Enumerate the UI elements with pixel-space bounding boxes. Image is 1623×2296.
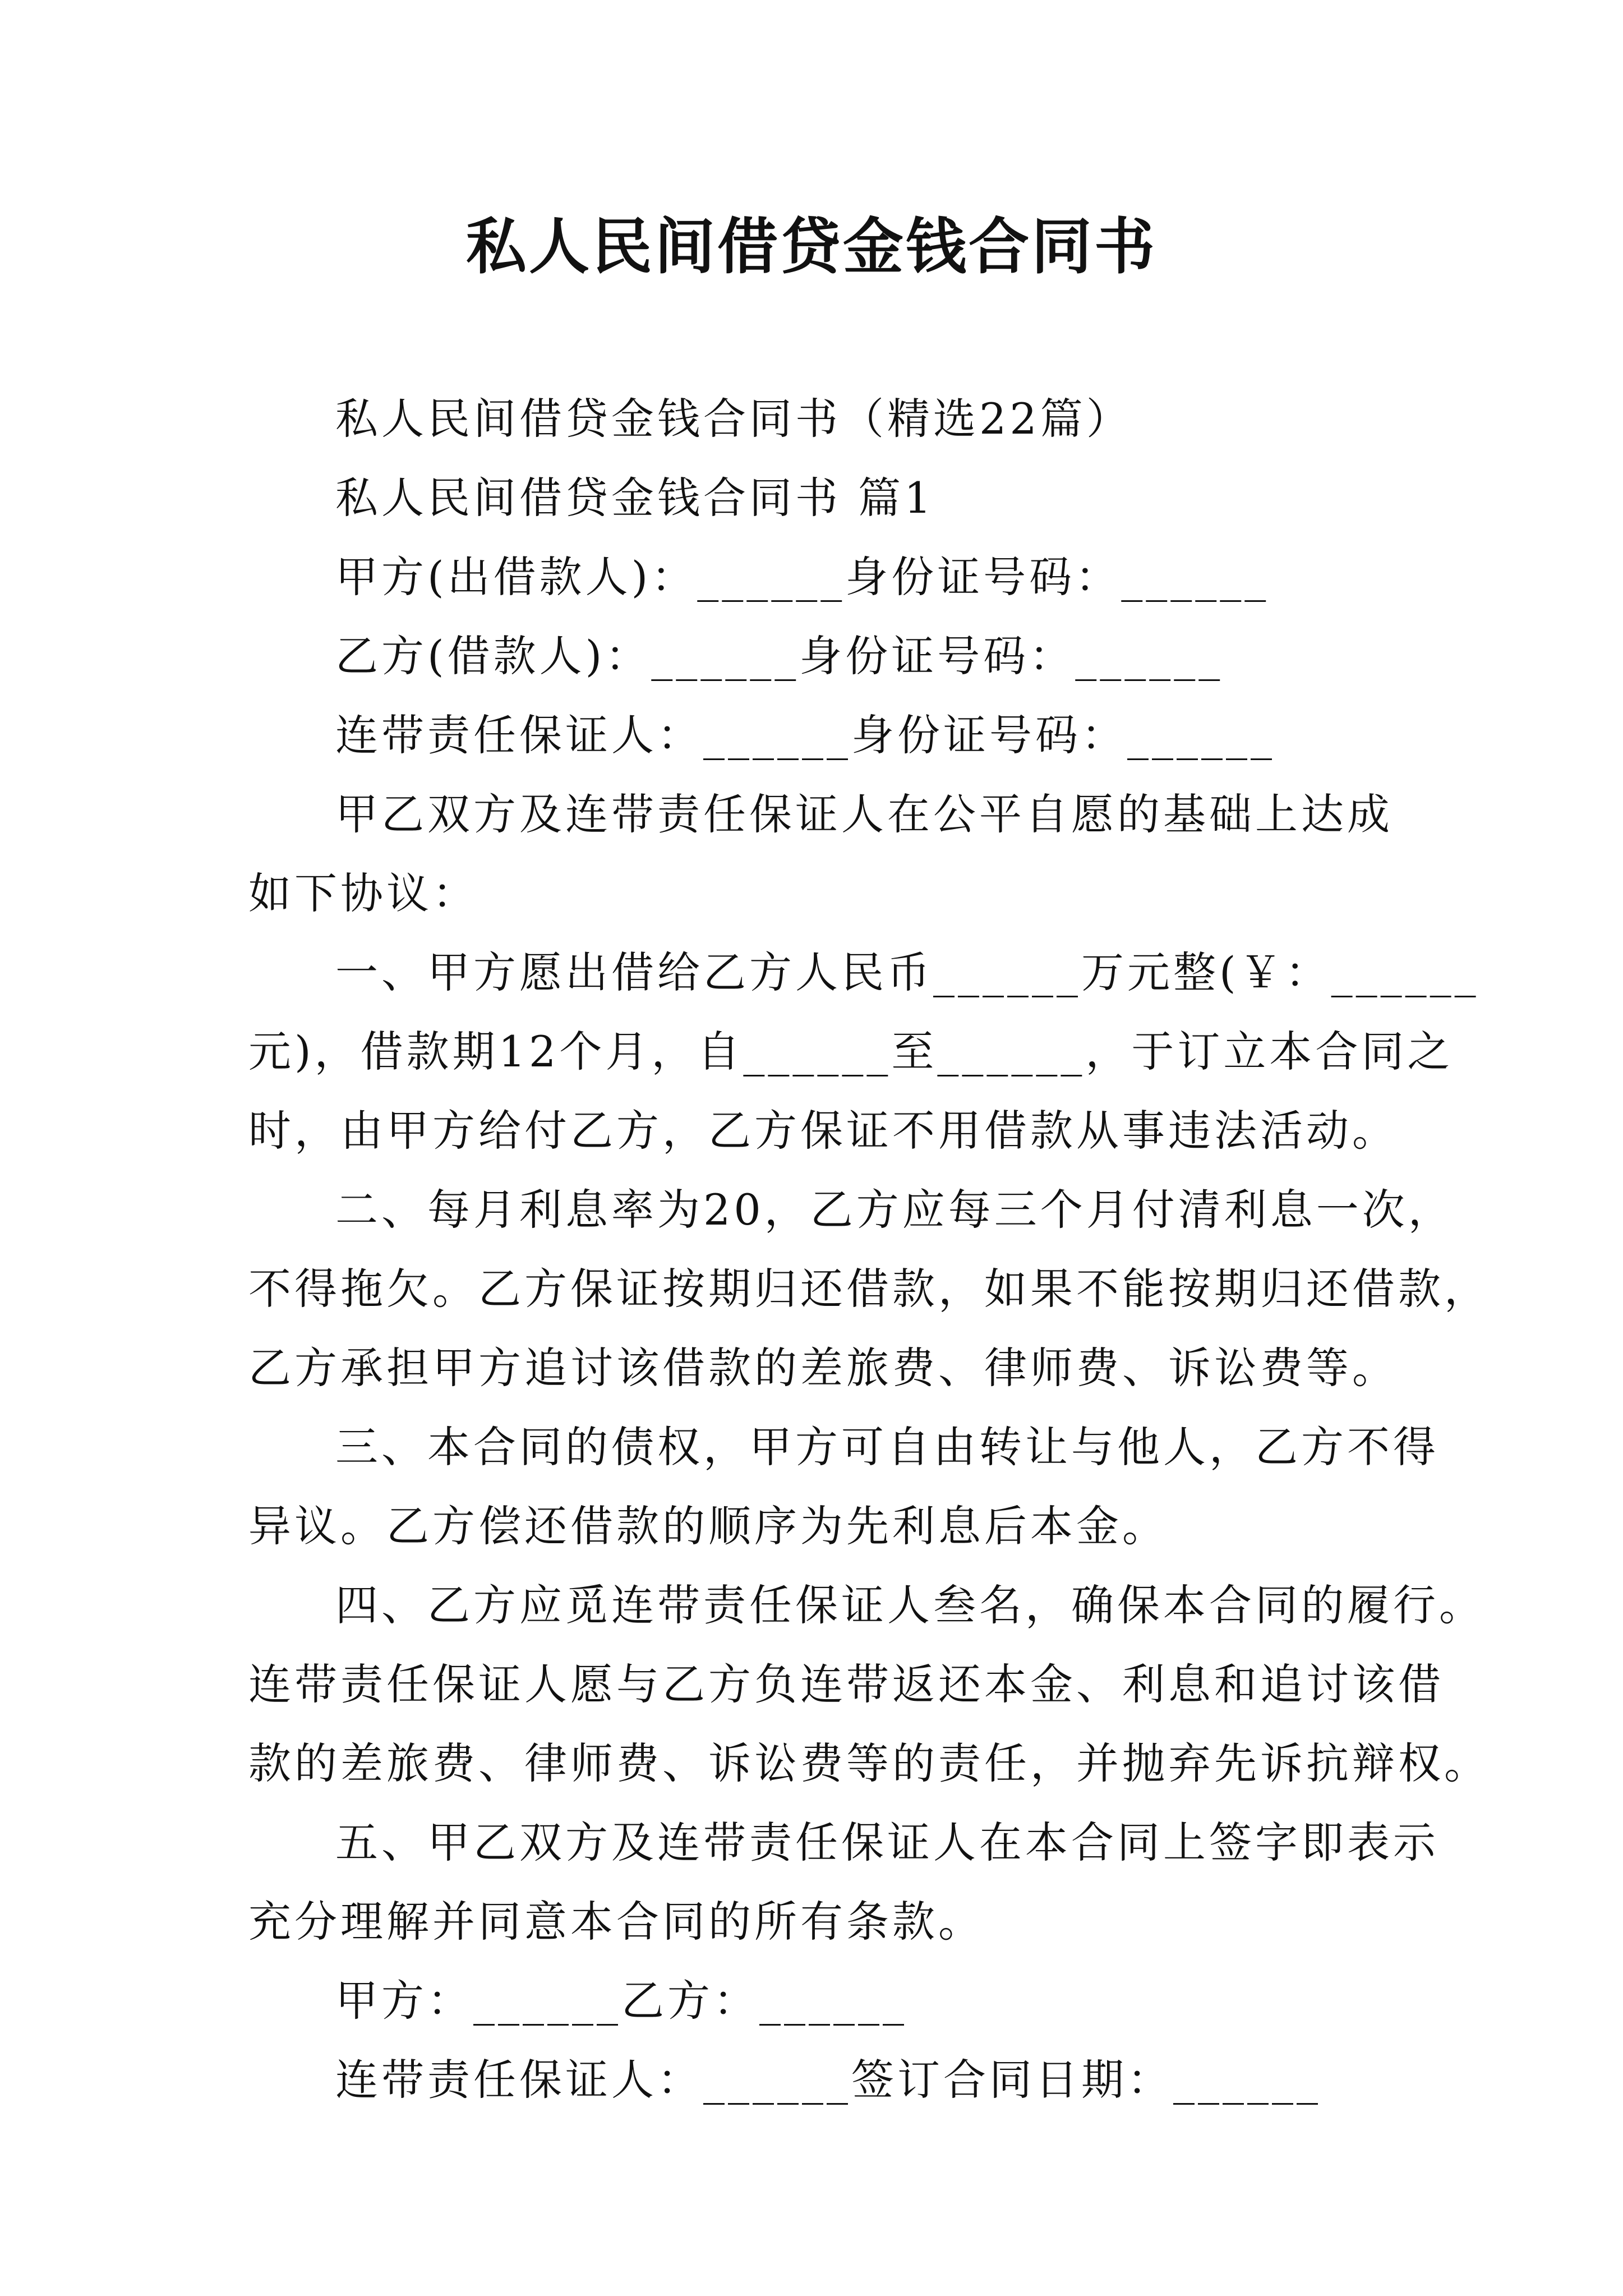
- document-line: 三、本合同的债权，甲方可自由转让与他人，乙方不得: [335, 1422, 1439, 1472]
- document-line: 甲乙双方及连带责任保证人在公平自愿的基础上达成: [335, 789, 1393, 839]
- document-line: 甲方：______乙方：______: [335, 1976, 907, 2026]
- document-line: 五、甲乙双方及连带责任保证人在本合同上签字即表示: [335, 1818, 1439, 1867]
- document-line: 连带责任保证人：______签订合同日期：______: [335, 2055, 1321, 2105]
- document-line: 二、每月利息率为20，乙方应每三个月付清利息一次，: [335, 1185, 1454, 1235]
- document-line: 连带责任保证人愿与乙方负连带返还本金、利息和追讨该借: [248, 1659, 1444, 1709]
- document-line: 乙方(借款人)：______身份证号码：______: [335, 631, 1224, 681]
- document-line: 甲方(出借款人)：______身份证号码：______: [335, 552, 1270, 602]
- document-line: 四、乙方应觅连带责任保证人叁名，确保本合同的履行。: [335, 1580, 1485, 1630]
- document-line: 款的差旅费、律师费、诉讼费等的责任，并抛弃先诉抗辩权。: [248, 1738, 1490, 1788]
- document-title: 私人民间借贷金钱合同书: [465, 211, 1157, 282]
- document-line: 连带责任保证人：______身份证号码：______: [335, 710, 1275, 760]
- document-line: 异议。乙方偿还借款的顺序为先利息后本金。: [248, 1501, 1168, 1551]
- document-line: 私人民间借贷金钱合同书（精选22篇）: [335, 394, 1132, 444]
- document-line: 时，由甲方给付乙方，乙方保证不用借款从事违法活动。: [248, 1106, 1398, 1156]
- document-line: 如下协议：: [248, 868, 478, 918]
- document-line: 私人民间借贷金钱合同书 篇1: [335, 473, 935, 523]
- document-line: 一、甲方愿出借给乙方人民币______万元整(￥：______: [335, 947, 1479, 997]
- document-line: 乙方承担甲方追讨该借款的差旅费、律师费、诉讼费等。: [248, 1343, 1398, 1393]
- document-line: 充分理解并同意本合同的所有条款。: [248, 1897, 984, 1947]
- document-line: 不得拖欠。乙方保证按期归还借款，如果不能按期归还借款，: [248, 1264, 1490, 1314]
- document-body: [248, 379, 1490, 2119]
- document-line: 元)，借款期12个月，自______至______，于订立本合同之: [248, 1027, 1454, 1076]
